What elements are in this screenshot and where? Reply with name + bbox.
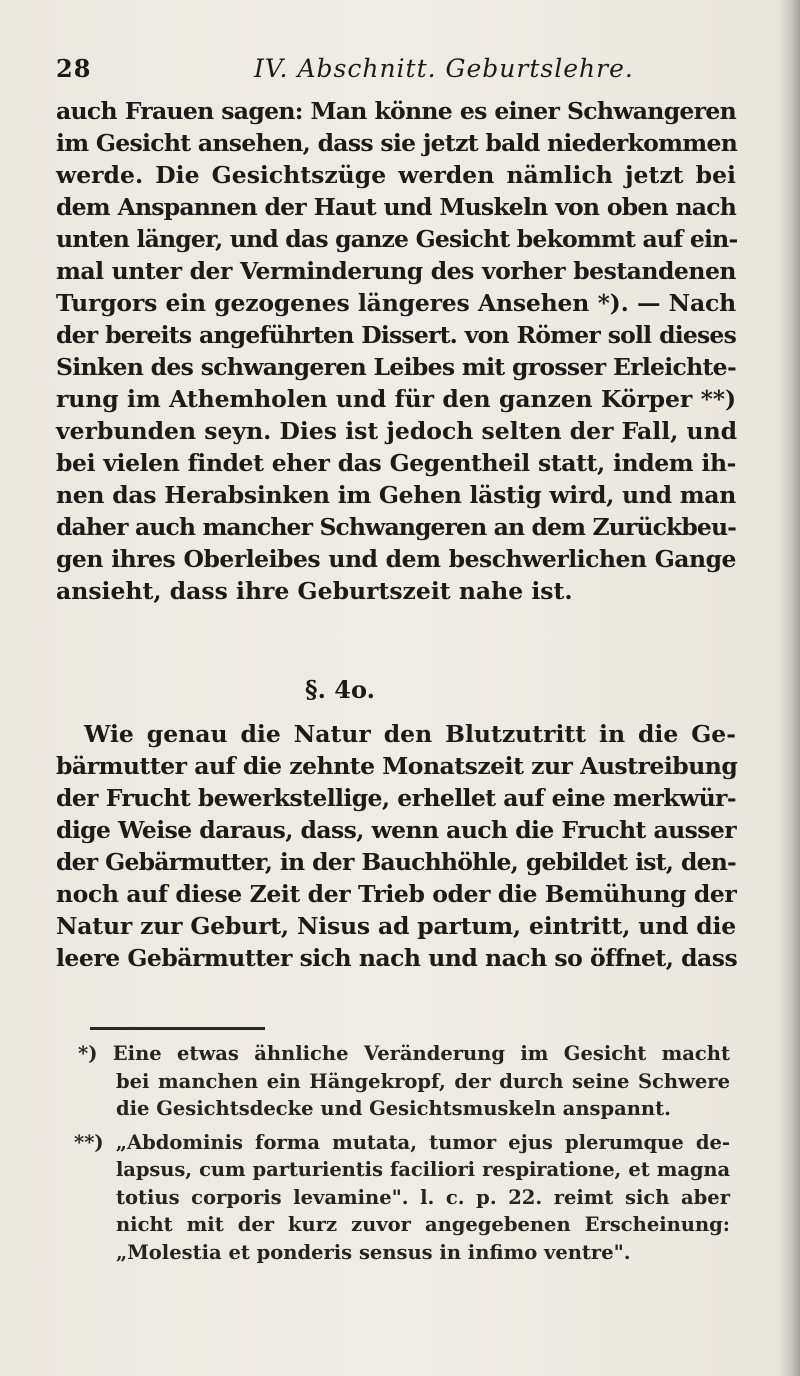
footnote-line: lapsus, cum parturientis faciliori respiratione, et magna [116, 1158, 730, 1181]
text-line: Turgors ein gezogenes längeres Ansehen *). — Nach [56, 289, 736, 317]
page-edge-shadow [778, 0, 800, 1376]
text-line: bärmutter auf die zehnte Monatszeit zur Austreibung [56, 752, 738, 780]
text-line: werde. Die Gesichtszüge werden nämlich jetzt bei [56, 161, 736, 189]
page-header [56, 54, 736, 88]
text-line: unten länger, und das ganze Gesicht bekommt auf ein- [56, 225, 738, 253]
section-paragraph [56, 718, 736, 974]
text-line: mal unter der Verminderung des vorher bestandenen [56, 257, 736, 285]
text-line: leere Gebärmutter sich nach und nach so öffnet, dass [56, 944, 738, 972]
text-line: der Frucht bewerkstellige, erhellet auf eine merkwür- [56, 784, 736, 812]
text-line: dem Anspannen der Haut und Muskeln von oben nach [56, 193, 736, 221]
running-title: IV. Abschnitt. Geburtslehre. [254, 54, 634, 83]
footnotes [60, 1040, 730, 1266]
page-number: 28 [56, 54, 92, 83]
text-line: rung im Athemholen und für den ganzen Körper **) [56, 385, 736, 413]
footnote-2 [60, 1129, 730, 1267]
text-line: dige Weise daraus, dass, wenn auch die Frucht ausser [56, 816, 736, 844]
text-line: noch auf diese Zeit der Trieb oder die Bemühung der [56, 880, 737, 908]
text-line: auch Frauen sagen: Man könne es einer Schwangeren [56, 97, 736, 125]
text-line: gen ihres Oberleibes und dem beschwerlichen Gange [56, 545, 736, 573]
footnote-line: bei manchen ein Hängekropf, der durch seine Schwere [116, 1069, 730, 1093]
footnote-line: nicht mit der kurz zuvor angegebenen Erscheinung: [116, 1213, 730, 1236]
text-line: daher auch mancher Schwangeren an dem Zurückbeu- [56, 513, 736, 541]
footnote-line: **) „Abdominis forma mutata, tumor ejus plerumque de- [74, 1130, 730, 1154]
text-line: im Gesicht ansehen, dass sie jetzt bald niederkommen [56, 129, 738, 157]
footnote-line: die Gesichtsdecke und Gesichtsmuskeln anspannt. [116, 1097, 671, 1120]
footnote-separator [90, 1027, 265, 1030]
footnote-line: totius corporis levamine". l. c. p. 22. reimt sich aber [116, 1185, 730, 1209]
paragraph-1 [56, 95, 736, 607]
text-line: der bereits angeführten Dissert. von Römer soll dieses [56, 321, 736, 349]
text-line: Natur zur Geburt, Nisus ad partum, eintritt, und die [56, 912, 736, 940]
footnote-1 [60, 1040, 730, 1123]
text-line: ansieht, dass ihre Geburtszeit nahe ist. [56, 577, 573, 605]
text-line: der Gebärmutter, in der Bauchhöhle, gebildet ist, den- [56, 848, 736, 876]
text-line: verbunden seyn. Dies ist jedoch selten der Fall, und [56, 417, 738, 445]
footnote-line: *) Eine etwas ähnliche Veränderung im Gesicht macht [78, 1042, 730, 1065]
text-line: Wie genau die Natur den Blutzutritt in die Ge- [84, 720, 736, 748]
text-line: Sinken des schwangeren Leibes mit grosser Erleichte- [56, 353, 736, 381]
text-line: nen das Herabsinken im Gehen lästig wird, und man [56, 481, 736, 509]
footnote-line: „Molestia et ponderis sensus in infimo ventre". [116, 1240, 631, 1264]
text-line: bei vielen findet eher das Gegentheil statt, indem ih- [56, 449, 736, 477]
section-heading: §. 4o. [305, 675, 375, 704]
